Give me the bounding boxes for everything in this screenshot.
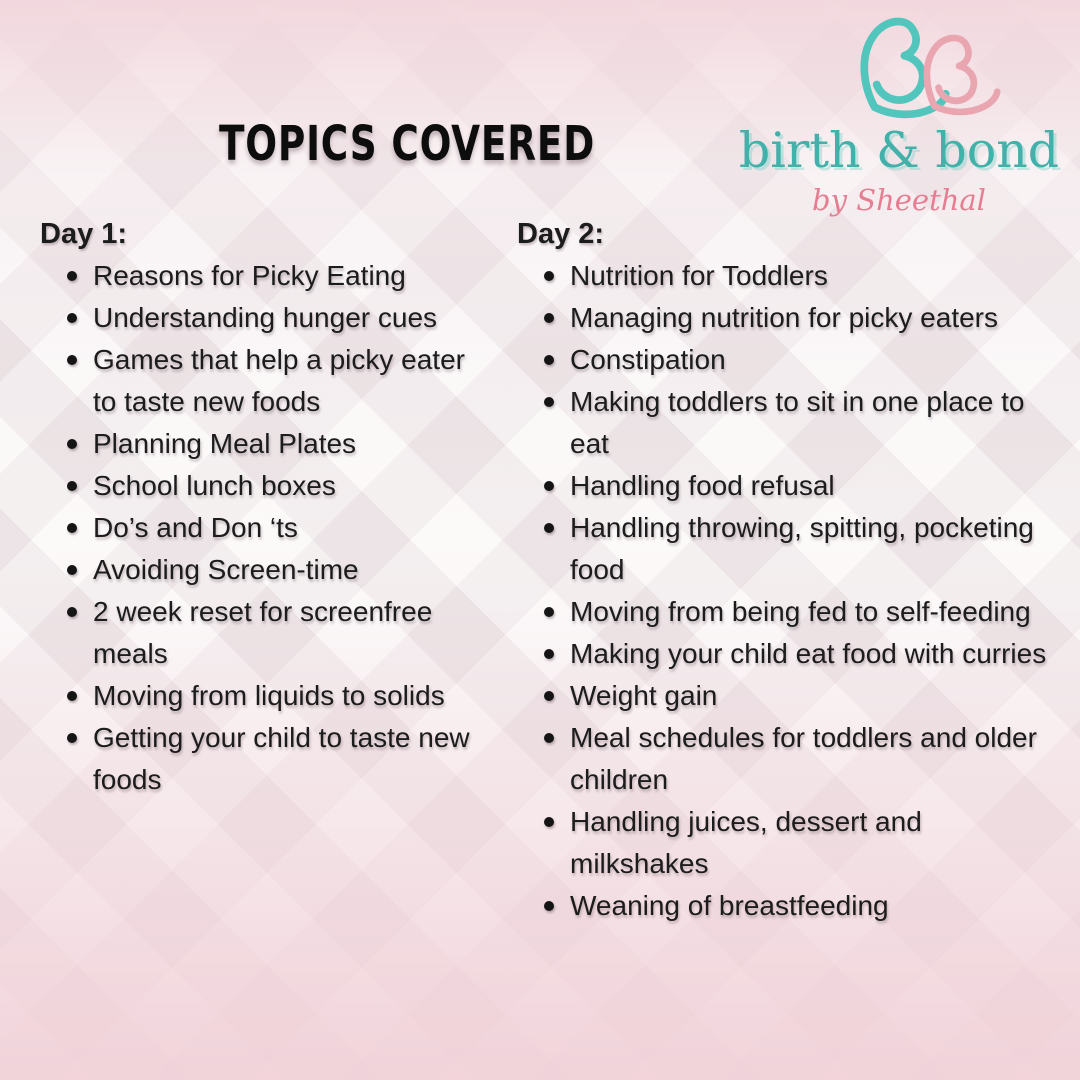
list-item xyxy=(40,297,490,339)
list-item-text: Handling food refusal xyxy=(570,470,835,501)
bullet-icon xyxy=(67,313,77,323)
list-item xyxy=(517,381,1052,465)
day1-column xyxy=(40,218,490,801)
day2-list xyxy=(517,255,1052,927)
list-item-text: Planning Meal Plates xyxy=(93,428,357,459)
bullet-icon xyxy=(67,481,77,491)
list-item xyxy=(40,255,490,297)
list-item-text: Avoiding Screen-time xyxy=(93,554,359,585)
bullet-icon xyxy=(544,691,554,701)
bullet-icon xyxy=(67,439,77,449)
list-item xyxy=(40,507,490,549)
list-item xyxy=(40,465,490,507)
bullet-icon xyxy=(67,271,77,281)
list-item-text: Moving from being fed to self-feeding xyxy=(570,596,1031,627)
list-item-text: Making your child eat food with curries xyxy=(570,638,1047,669)
bullet-icon xyxy=(544,481,554,491)
brand-name: birth & bond xyxy=(738,122,1060,179)
list-item xyxy=(40,339,490,423)
bullet-icon xyxy=(67,523,77,533)
bullet-icon xyxy=(544,523,554,533)
bullet-icon xyxy=(544,355,554,365)
bullet-icon xyxy=(544,313,554,323)
list-item-text: Constipation xyxy=(570,344,726,375)
bullet-icon xyxy=(544,649,554,659)
bullet-icon xyxy=(544,733,554,743)
bullet-icon xyxy=(67,355,77,365)
list-item xyxy=(517,297,1052,339)
list-item xyxy=(517,675,1052,717)
bullet-icon xyxy=(544,271,554,281)
list-item-text: School lunch boxes xyxy=(93,470,336,501)
list-item xyxy=(40,717,490,801)
bullet-icon xyxy=(544,817,554,827)
bullet-icon xyxy=(544,397,554,407)
list-item xyxy=(517,465,1052,507)
list-item-text: Nutrition for Toddlers xyxy=(570,260,828,291)
list-item-text: Managing nutrition for picky eaters xyxy=(570,302,998,333)
list-item xyxy=(517,507,1052,591)
day1-heading: Day 1: xyxy=(40,218,128,250)
day2-heading: Day 2: xyxy=(517,218,605,250)
list-item xyxy=(40,591,490,675)
bullet-icon xyxy=(544,607,554,617)
bullet-icon xyxy=(67,565,77,575)
page-title: TOPICS COVERED xyxy=(218,116,596,172)
list-item-text: Games that help a picky eater to taste new foods xyxy=(93,344,465,417)
day2-column xyxy=(517,218,1052,927)
bullet-icon xyxy=(67,733,77,743)
list-item xyxy=(40,423,490,465)
list-item-text: Handling throwing, spitting, pocketing food xyxy=(570,512,1034,585)
list-item xyxy=(517,801,1052,885)
list-item xyxy=(517,633,1052,675)
list-item xyxy=(517,255,1052,297)
bullet-icon xyxy=(67,607,77,617)
double-heart-icon xyxy=(852,10,1058,124)
brand-byline: by Sheethal xyxy=(812,183,986,217)
list-item-text: Weight gain xyxy=(570,680,718,711)
bullet-icon xyxy=(67,691,77,701)
list-item-text: Making toddlers to sit in one place to eat xyxy=(570,386,1025,459)
list-item xyxy=(517,591,1052,633)
list-item-text: Weaning of breastfeeding xyxy=(570,890,889,921)
list-item xyxy=(517,717,1052,801)
day1-list xyxy=(40,255,490,801)
list-item xyxy=(517,339,1052,381)
list-item xyxy=(517,885,1052,927)
list-item-text: Understanding hunger cues xyxy=(93,302,438,333)
list-item-text: Reasons for Picky Eating xyxy=(93,260,406,291)
list-item xyxy=(40,675,490,717)
brand-logo xyxy=(734,10,1064,217)
list-item-text: Handling juices, dessert and milkshakes xyxy=(570,806,922,879)
list-item-text: 2 week reset for screenfree meals xyxy=(93,596,433,669)
list-item xyxy=(40,549,490,591)
list-item-text: Moving from liquids to solids xyxy=(93,680,445,711)
list-item-text: Meal schedules for toddlers and older children xyxy=(570,722,1037,795)
list-item-text: Getting your child to taste new foods xyxy=(93,722,470,795)
list-item-text: Do’s and Don ‘ts xyxy=(93,512,298,543)
bullet-icon xyxy=(544,901,554,911)
